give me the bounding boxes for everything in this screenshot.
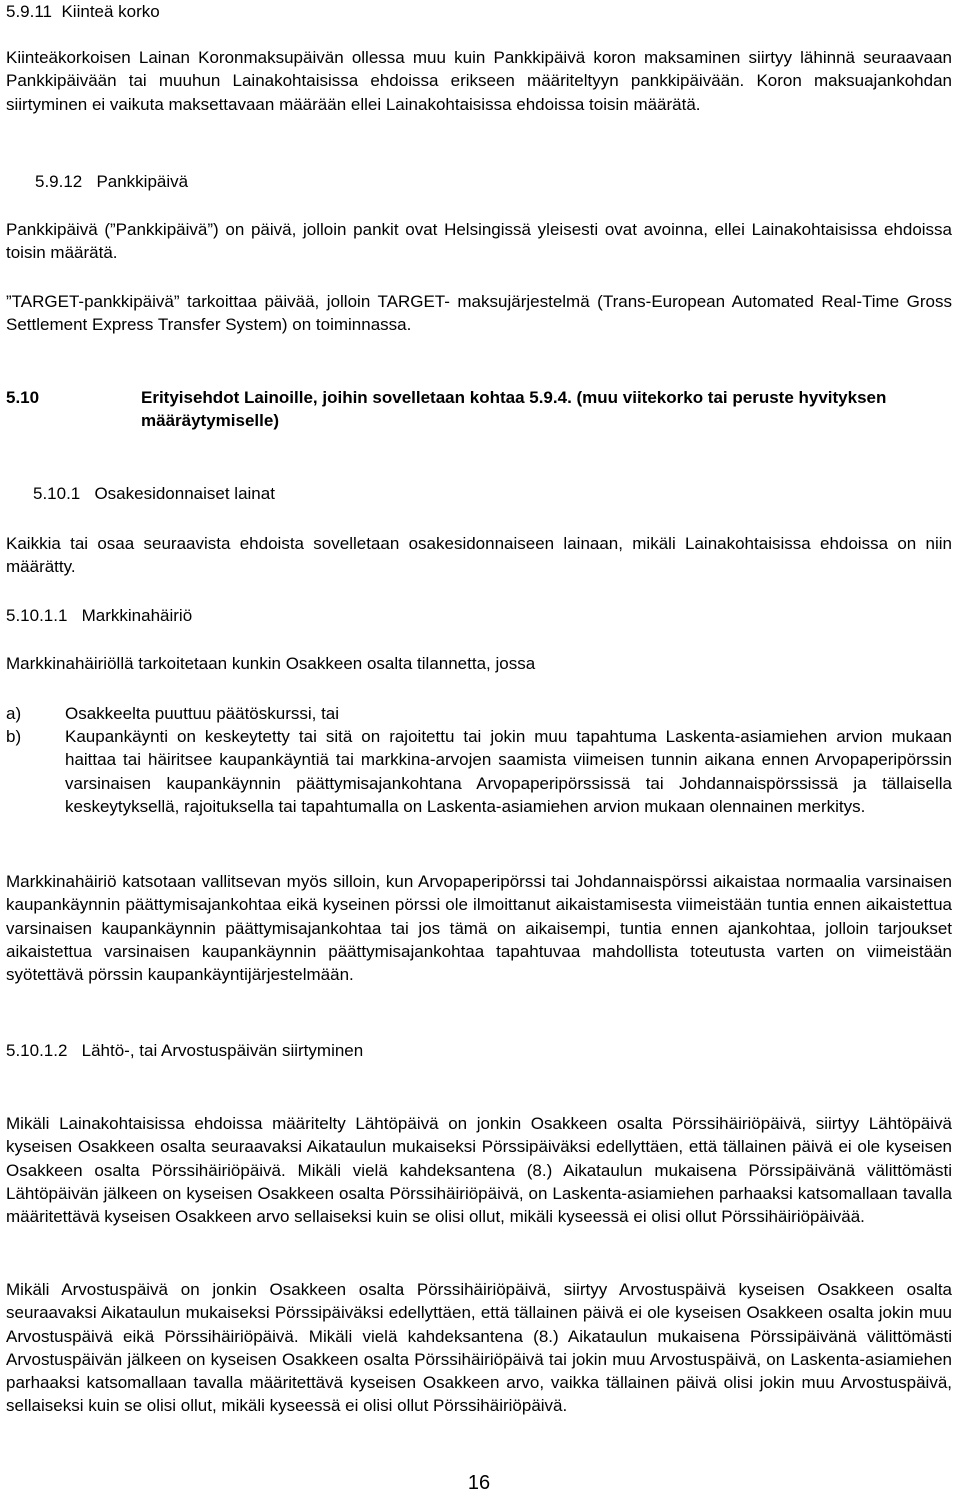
paragraph-target-day: ”TARGET-pankkipäivä” tarkoittaa päivää, jolloin TARGET- maksujärjestelmä (Trans-European Automated Real-Time Gross Settlement Express Transfer System) on toiminnassa. [6,292,952,335]
section-heading-5-9-11 [6,0,160,23]
list-item-text: Osakkeelta puuttuu päätöskurssi, tai [65,704,340,723]
section-heading-5-10-1-2 [6,1039,363,1062]
section-heading-5-10-1 [33,482,275,505]
paragraph-fixed-rate: Kiinteäkorkoisen Lainan Koronmaksupäivän ollessa muu kuin Pankkipäivä koron maksaminen siirtyy lähinnä seuraavaan Pankkipäivään tai muuhun Lainakohtaisissa ehdoissa erikseen määriteltyyn pankkipäivään. Koron maksuajankohdan siirtyminen ei vaikuta maksettavaan määrään ellei Lainakohtaisissa ehdoissa toisin määrätä. [6,48,952,114]
section-number: 5.10.1 [33,484,81,503]
list-item [6,725,952,843]
list-marker: b) [6,727,22,746]
paragraph-start-date-shift: Mikäli Lainakohtaisissa ehdoissa määritelty Lähtöpäivä on jonkin Osakkeen osalta Pörssihäiriöpäivä, siirtyy Lähtöpäivä kyseisen Osakkeen osalta seuraavaksi Aikataulun mukaiseksi Pörssipäiväksi edellyttäen, että tällainen päivä ei ole kyseisen Osakkeen osalta Pörssihäiriöpäivä. Mikäli vielä kahdeksantena (8.) Aikataulun mukaisena Pörssipäivänä välittömästi Lähtöpäivän jälkeen on kyseisen Osakkeen osalta Pörssihäiriöpäivä, on Laskenta-asiamiehen parhaaksi katsomallaan tavalla määritettävä kyseisen Osakkeen arvo sellaiseksi kuin se olisi ollut, mikäli kyseessä ei olisi ollut Pörssihäiriöpäivää. [6,1114,952,1227]
section-title: Erityisehdot Lainoille, joihin sovelletaan kohtaa 5.9.4. (muu viitekorko tai peruste hyvityksen määräytymiselle) [141,388,887,431]
section-title: Kiinteä korko [61,2,160,21]
section-heading-5-9-12 [35,170,188,193]
list-item [6,702,952,726]
section-title: Pankkipäivä [96,172,189,191]
paragraph-market-disruption-intro: Markkinahäiriöllä tarkoitetaan kunkin Osakkeen osalta tilannetta, jossa [6,654,536,673]
section-heading-5-10-1-1 [6,604,192,627]
section-number: 5.9.12 [35,172,83,191]
paragraph-equity-linked: Kaikkia tai osaa seuraavista ehdoista sovelletaan osakesidonnaiseen lainaan, mikäli Lainakohtaisissa ehdoissa on niin määrätty. [6,534,952,577]
list-item-text: Kaupankäynti on keskeytetty tai sitä on rajoitettu tai jokin muu tapahtuma Laskenta-asiamiehen arvion mukaan haittaa tai häiritsee kaupankäyntiä tai markkina-arvojen saamista viimeisen tunnin aikana ennen Arvopaperipörssin varsinaisen kaupankäynnin päättymisajankohtana Arvopaperipörssissä tai Johdannaispörssissä ja tällaisella keskeytyksellä, rajoituksella tai tapahtumalla on Laskenta-asiamiehen arvion mukaan olennainen merkitys. [65,727,952,816]
section-title: Markkinahäiriö [81,606,193,625]
section-number: 5.10.1.1 [6,606,68,625]
section-heading-5-10 [6,386,952,434]
paragraph-market-disruption-early-close: Markkinahäiriö katsotaan vallitsevan myös silloin, kun Arvopaperipörssi tai Johdannaispörssi aikaistaa normaalia varsinaisen kaupankäynnin päättymisajankohtaa eikä kyseinen pörssi ole ilmoittanut aikaistamisesta viimeistään tuntia ennen aikaistettua varsinaisen kaupankäynnin päättymisajankohtaa tai jos tämä on aikaisempi, tuntia ennen ajankohtaa, jolloin tarjoukset aikaistettua varsinaisen kaupankäynnin päättymisajankohtaa tapahtuvaa mahdollista toteutusta varten on viimeistään syötettävä pörssin kaupankäyntijärjestelmään. [6,872,952,985]
section-title: Osakesidonnaiset lainat [94,484,275,503]
section-title: Lähtö-, tai Arvostuspäivän siirtyminen [81,1041,364,1060]
section-number: 5.9.11 [6,2,53,21]
section-number: 5.10.1.2 [6,1041,68,1060]
document-page [6,0,952,1494]
paragraph-valuation-date-shift: Mikäli Arvostuspäivä on jonkin Osakkeen osalta Pörssihäiriöpäivä, siirtyy Arvostuspäivä kyseisen Osakkeen osalta seuraavaksi Aikataulun mukaiseksi Pörssipäiväksi edellyttäen, että tällainen päivä ei ole kyseisen Osakkeen osalta jokin muu Arvostuspäivä eikä Pörssihäiriöpäivä. Mikäli vielä kahdeksantena (8.) Aikataulun mukaisena Pörssipäivänä välittömästi Arvostuspäivän jälkeen on kyseisen Osakkeen osalta Pörssihäiriöpäivä tai jokin muu Arvostuspäivä, on Laskenta-asiamiehen parhaaksi katsomallaan tavalla määritettävä kyseisen Osakkeen arvo, vaikka tällainen päivä olisi jokin muu Arvostuspäivä, sellaiseksi kuin se olisi ollut, mikäli kyseessä ei olisi ollut Pörssihäiriöpäivä. [6,1280,952,1416]
paragraph-banking-day: Pankkipäivä (”Pankkipäivä”) on päivä, jolloin pankit ovat Helsingissä yleisesti ovat avoinna, ellei Lainakohtaisissa ehdoissa toisin määrätä. [6,220,952,263]
list-marker: a) [6,704,22,723]
section-number: 5.10 [6,388,40,407]
page-number: 16 [467,1472,491,1494]
